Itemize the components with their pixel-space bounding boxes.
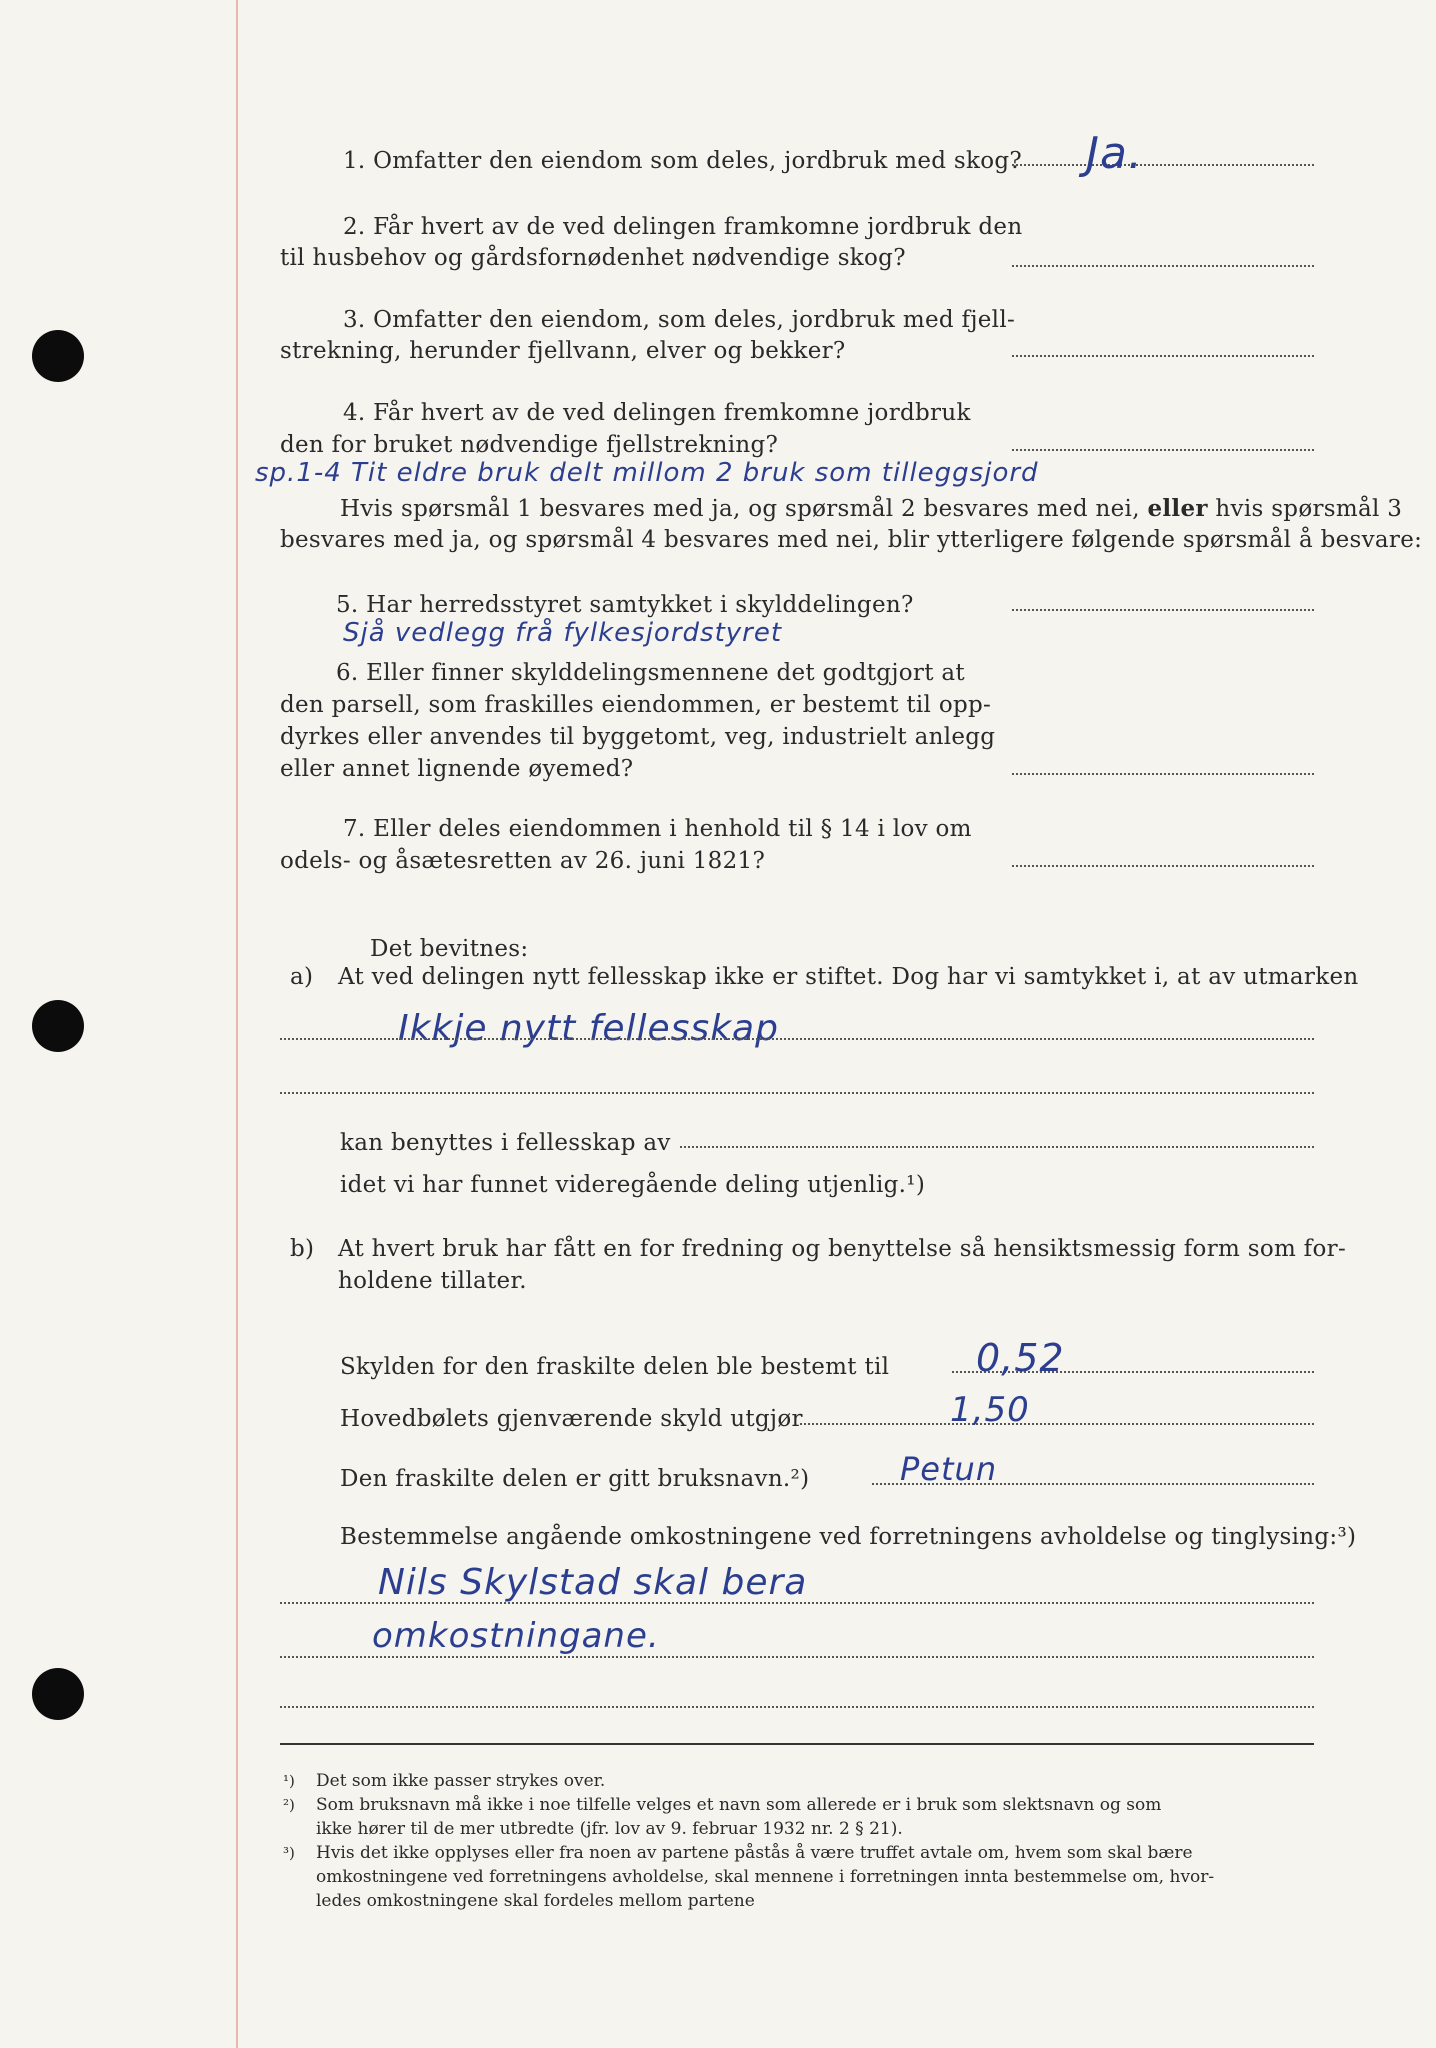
question-6-line2: den parsell, som fraskilles eiendommen, er bestemt til opp- [280,692,992,718]
note-questions-1-4: sp.1-4 Tit eldre bruk delt millom 2 bruk som tilleggsjord [255,458,1039,488]
answer-line [280,1706,1314,1708]
answer-line [800,1423,1314,1425]
answer-1: Ja. [1086,128,1143,179]
question-7-line2: odels- og åsætesretten av 26. juni 1821? [280,848,766,874]
condition-line1 [340,494,1402,524]
attest-b-line1: At hvert bruk har fått en for fredning og benyttelse så hensiktsmessig form som for- [338,1236,1347,1262]
question-2-line1: 2. Får hvert av de ved delingen framkomne jordbruk den [343,214,1023,240]
answer-line [1012,164,1314,166]
question-2-line2: til husbehov og gårdsfornødenhet nødvendige skog? [280,245,906,271]
question-5: 5. Har herredsstyret samtykket i skylddelingen? [336,592,914,618]
condition-line2: besvares med ja, og spørsmål 4 besvares med nei, blir ytterligere følgende spørsmål å besvare: [280,527,1423,553]
question-3-line1: 3. Omfatter den eiendom, som deles, jordbruk med fjell- [343,307,1016,333]
answer-line [280,1038,1314,1040]
punch-hole [32,1000,84,1052]
footnote-3-line1: Hvis det ikke opplyses eller fra noen av partene påstås å være truffet avtale om, hvem som skal bære [316,1843,1193,1863]
cost-answer-line1: Nils Skylstad skal bera [378,1562,808,1603]
question-6-line4: eller annet lignende øyemed? [280,756,634,782]
tax-value: 0,52 [976,1336,1065,1380]
margin-line [236,0,238,2048]
farm-name-value: Petun [900,1450,998,1488]
footnote-3-line3: ledes omkostningene skal fordeles mellom partene [316,1891,755,1911]
attest-b-label: b) [290,1236,315,1262]
question-6-line1: 6. Eller finner skylddelingsmennene det godtgjort at [336,660,965,686]
tax-label: Skylden for den fraskilte delen ble bestemt til [340,1354,890,1380]
note-question-5: Sjå vedlegg frå fylkesjordstyret [343,618,783,648]
footnote-2-line2: ikke hører til de mer utbredte (jfr. lov av 9. februar 1932 nr. 2 § 21). [316,1819,903,1839]
punch-hole [32,330,84,382]
question-7-line1: 7. Eller deles eiendommen i henhold til § 14 i lov om [343,816,972,842]
footnote-3-mark: ³) [283,1844,295,1862]
answer-line [280,1092,1314,1094]
cost-label: Bestemmelse angående omkostningene ved forretningens avholdelse og tinglysing:³) [340,1524,1357,1550]
answer-line [1012,265,1314,267]
question-1: 1. Omfatter den eiendom som deles, jordbruk med skog? [343,148,1023,174]
farm-name-label: Den fraskilte delen er gitt bruksnavn.²) [340,1466,810,1492]
answer-line [1012,355,1314,357]
answer-line [1012,865,1314,867]
attest-b-line2: holdene tillater. [338,1268,527,1294]
attest-a-text: At ved delingen nytt fellesskap ikke er stiftet. Dog har vi samtykket i, at av utmarken [338,964,1359,990]
footnote-rule [280,1743,1314,1745]
attest-heading: Det bevitnes: [370,936,529,962]
attest-a-label: a) [290,964,314,990]
question-4-line2: den for bruket nødvendige fjellstrekning? [280,432,779,458]
question-3-line2: strekning, herunder fjellvann, elver og bekker? [280,338,846,364]
answer-line [680,1146,1314,1148]
punch-hole [32,1668,84,1720]
answer-line [1012,773,1314,775]
footnote-3-line2: omkostningene ved forretningens avholdelse, skal mennene i forretningen innta bestemmelse om, hvor- [316,1867,1215,1887]
question-4-line1: 4. Får hvert av de ved delingen fremkomne jordbruk [343,400,971,426]
attest-a-answer: Ikkje nytt fellesskap [398,1008,779,1049]
footnote-2-mark: ²) [283,1796,295,1814]
remaining-tax-label: Hovedbølets gjenværende skyld utgjør [340,1406,803,1432]
condition-emphasis: eller [1147,495,1208,522]
condition-text: Hvis spørsmål 1 besvares med ja, og spørsmål 2 besvares med nei, [340,496,1140,522]
footnote-1-mark: ¹) [283,1772,295,1790]
answer-line [280,1602,1314,1604]
answer-line [280,1656,1314,1658]
answer-line [1012,449,1314,451]
answer-line [1012,609,1314,611]
question-6-line3: dyrkes eller anvendes til byggetomt, veg, industrielt anlegg [280,724,996,750]
further-division-text: idet vi har funnet videregående deling utjenlig.¹) [340,1172,926,1198]
cost-answer-line2: omkostningane. [372,1616,660,1656]
footnote-2-line1: Som bruksnavn må ikke i noe tilfelle velges et navn som allerede er i bruk som slektsnavn og som [316,1795,1162,1815]
remaining-tax-value: 1,50 [950,1390,1030,1430]
condition-text: hvis spørsmål 3 [1215,496,1403,522]
common-use-label: kan benyttes i fellesskap av [340,1130,671,1156]
footnote-1: Det som ikke passer strykes over. [316,1771,606,1791]
